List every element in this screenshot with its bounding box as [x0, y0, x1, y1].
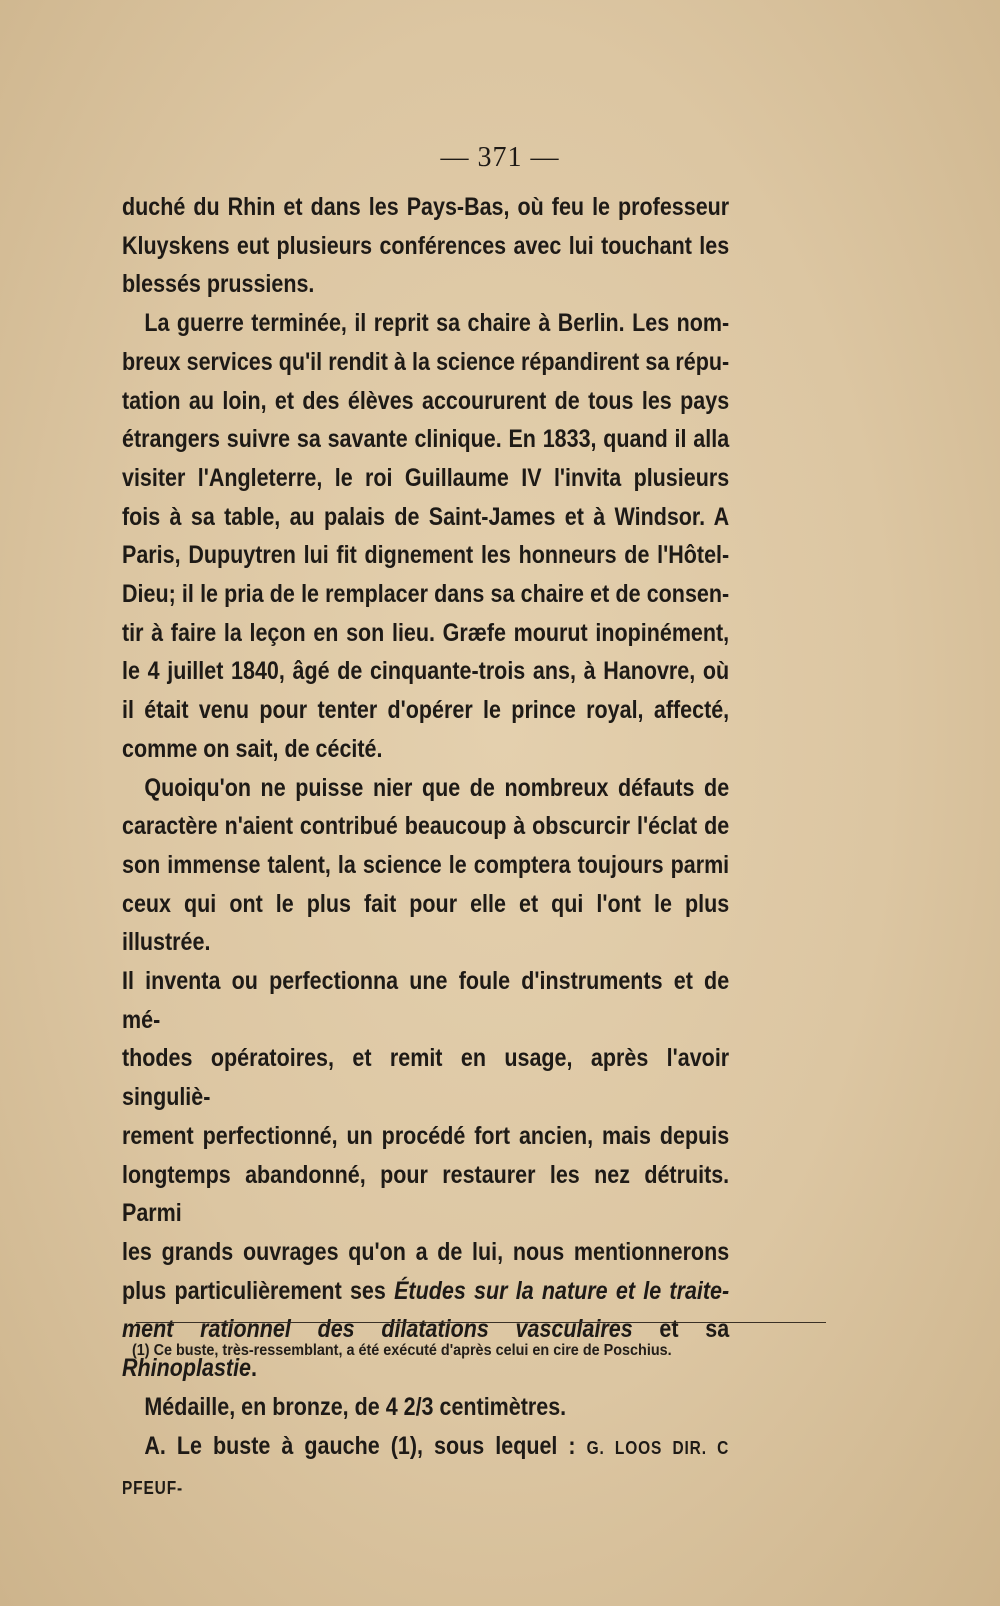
text-line: comme on sait, de cécité. [122, 734, 383, 763]
book-title-italic: ment rationnel des dilatations vasculaires [122, 1315, 633, 1344]
text-line: longtemps abandonné, pour restaurer les nez détruits. Parmi [122, 1160, 730, 1228]
text-line: duché du Rhin et dans les Pays-Bas, où feu le professeur [122, 193, 730, 221]
paragraph-4 [122, 1388, 729, 1427]
text-segment: et sa [632, 1315, 730, 1344]
text-line: thodes opératoires, et remit en usage, après l'avoir singuliè- [122, 1044, 730, 1112]
paragraph-1-end [122, 265, 729, 304]
paragraph-2 [122, 304, 729, 343]
text-line: Quoiqu'on ne puisse nier que de nombreux défauts de [144, 773, 730, 802]
text-line: il était venu pour tenter d'opérer le prince royal, affecté, [122, 696, 730, 725]
paragraph-3-body [122, 807, 729, 1388]
text-line: rement perfectionné, un procédé fort ancien, mais depuis [122, 1121, 730, 1150]
book-title-italic: Études sur la nature et le traite- [394, 1276, 730, 1305]
book-title-italic: Rhinoplastie [122, 1354, 252, 1383]
paragraph-2-end [122, 730, 729, 769]
text-line: tir à faire la leçon en son lieu. Græfe mourut inopinément, [122, 618, 730, 647]
text-line: le 4 juillet 1840, âgé de cinquante-trois ans, à Hanovre, où [122, 657, 730, 686]
text-segment: plus particulièrement ses [122, 1276, 395, 1305]
text-line: étrangers suivre sa savante clinique. En 1833, quand il alla [122, 425, 730, 454]
text-line: Paris, Dupuytren lui fit dignement les honneurs de l'Hôtel- [122, 541, 730, 570]
text-line: Médaille, en bronze, de 4 2/3 centimètres. [144, 1392, 567, 1421]
text-line: breux services qu'il rendit à la science répandirent sa répu- [122, 347, 730, 376]
text-line: Dieu; il le pria de le remplacer dans sa chaire et de consen- [122, 580, 730, 609]
body-text [122, 188, 729, 1508]
text-line: blessés prussiens. [122, 270, 315, 299]
text-segment: A. Le buste à gauche (1), sous lequel : [144, 1431, 587, 1460]
text-line: caractère n'aient contribué beaucoup à obscurcir l'éclat de [122, 812, 730, 841]
paragraph-2-body [122, 343, 729, 730]
paragraph-1 [122, 188, 729, 265]
text-line: Kluyskens eut plusieurs conférences avec lui touchant les [122, 231, 730, 260]
paragraph-5 [122, 1427, 729, 1508]
text-line: fois à sa table, au palais de Saint-James et à Windsor. A [122, 502, 730, 531]
text-line: La guerre terminée, il reprit sa chaire à Berlin. Les nom- [144, 309, 730, 338]
footnote-divider [136, 1322, 826, 1323]
text-line: les grands ouvrages qu'on a de lui, nous mentionnerons [122, 1237, 730, 1266]
text-line: tation au loin, et des élèves accoururent de tous les pays [122, 386, 730, 415]
page-number: — 371 — [440, 142, 560, 173]
text-line: visiter l'Angleterre, le roi Guillaume IV l'invita plusieurs [122, 463, 730, 492]
text-line: Il inventa ou perfectionna une foule d'instruments et de mé- [122, 967, 730, 1034]
inscription-smallcaps: G. LOOS DIR. C PFEUF- [122, 1437, 730, 1499]
text-line: son immense talent, la science le comptera toujours parmi [122, 850, 730, 879]
text-line: ceux qui ont le plus fait pour elle et qui l'ont le plus illustrée. [122, 889, 730, 957]
paragraph-3 [122, 769, 729, 808]
text-segment: . [251, 1354, 257, 1383]
footnote: (1) Ce buste, très-ressemblant, a été exécuté d'après celui en cire de Poschius. [132, 1342, 672, 1359]
